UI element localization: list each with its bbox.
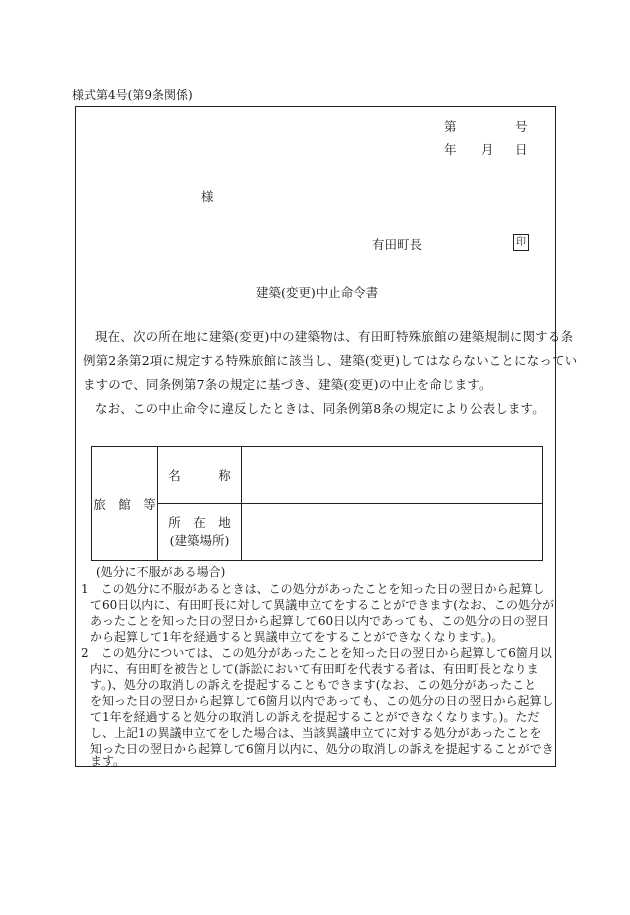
form-number-label: 様式第4号(第9条関係) <box>72 88 193 102</box>
notice-line: から起算して1年を経過すると異議申立てをすることができなくなります。)。 <box>90 630 504 644</box>
location-value <box>242 504 543 561</box>
name-label: 名 称 <box>158 447 242 504</box>
body-line-1: 現在、次の所在地に建築(変更)中の建築物は、有田町特殊旅館の建築規制に関する条 <box>95 329 574 344</box>
notice-heading: (処分に不服がある場合) <box>96 565 226 579</box>
body-line-4: なお、この中止命令に違反したときは、同条例第8条の規定により公表します。 <box>95 401 545 416</box>
number-prefix: 第 <box>444 119 457 134</box>
location-label-cell <box>158 504 242 561</box>
notice-line: 1 この処分に不服があるときは、この処分があったことを知った日の翌日から起算し <box>81 582 545 596</box>
notice-line: す。)、処分の取消しの訴えを提起することもできます(なお、この処分があったこと <box>90 678 537 692</box>
date-year: 年 <box>444 142 457 157</box>
notice-line: を知った日の翌日から起算して6箇月以内であっても、この処分の日の翌日から起算し <box>90 694 554 708</box>
notice-line: 内に、有田町を被告として(訴訟において有田町を代表する者は、有田町長となりま <box>90 662 539 676</box>
notice-line: 知った日の翌日から起算して6箇月以内に、処分の取消しの訴えを提起することができ <box>90 742 554 756</box>
facility-table <box>91 446 543 561</box>
issuer-title: 有田町長 <box>372 237 423 252</box>
seal-mark: 印 <box>513 234 529 251</box>
body-line-3: ますので、同条例第7条の規定に基づき、建築(変更)の中止を命じます。 <box>83 377 492 392</box>
date-day: 日 <box>515 142 528 157</box>
notice-line: 2 この処分については、この処分があったことを知った日の翌日から起算して6箇月以 <box>81 646 552 660</box>
document-title: 建築(変更)中止命令書 <box>256 285 379 300</box>
notice-line: あったことを知った日の翌日から起算して60日以内であっても、この処分の日の翌日 <box>90 614 550 628</box>
addressee-suffix: 様 <box>201 189 214 204</box>
notice-line: ます。 <box>90 754 126 768</box>
notice-line: し、上記1の異議申立てをした場合は、当該異議申立てに対する処分があったことを <box>90 726 542 740</box>
location-label: 所 在 地 <box>168 515 231 530</box>
body-line-2: 例第2条第2項に規定する特殊旅館に該当し、建築(変更)してはならないことになってい <box>83 353 578 368</box>
number-suffix: 号 <box>515 119 528 134</box>
name-value <box>242 447 543 504</box>
date-month: 月 <box>481 142 494 157</box>
location-sublabel: (建築場所) <box>169 533 230 548</box>
facility-group-label: 旅 館 等 <box>92 447 158 561</box>
notice-line: て60日以内に、有田町長に対して異議申立てをすることができます(なお、この処分が <box>90 598 554 612</box>
notice-line: て1年を経過すると処分の取消しの訴えを提起することができなくなります。)。ただ <box>90 710 540 724</box>
